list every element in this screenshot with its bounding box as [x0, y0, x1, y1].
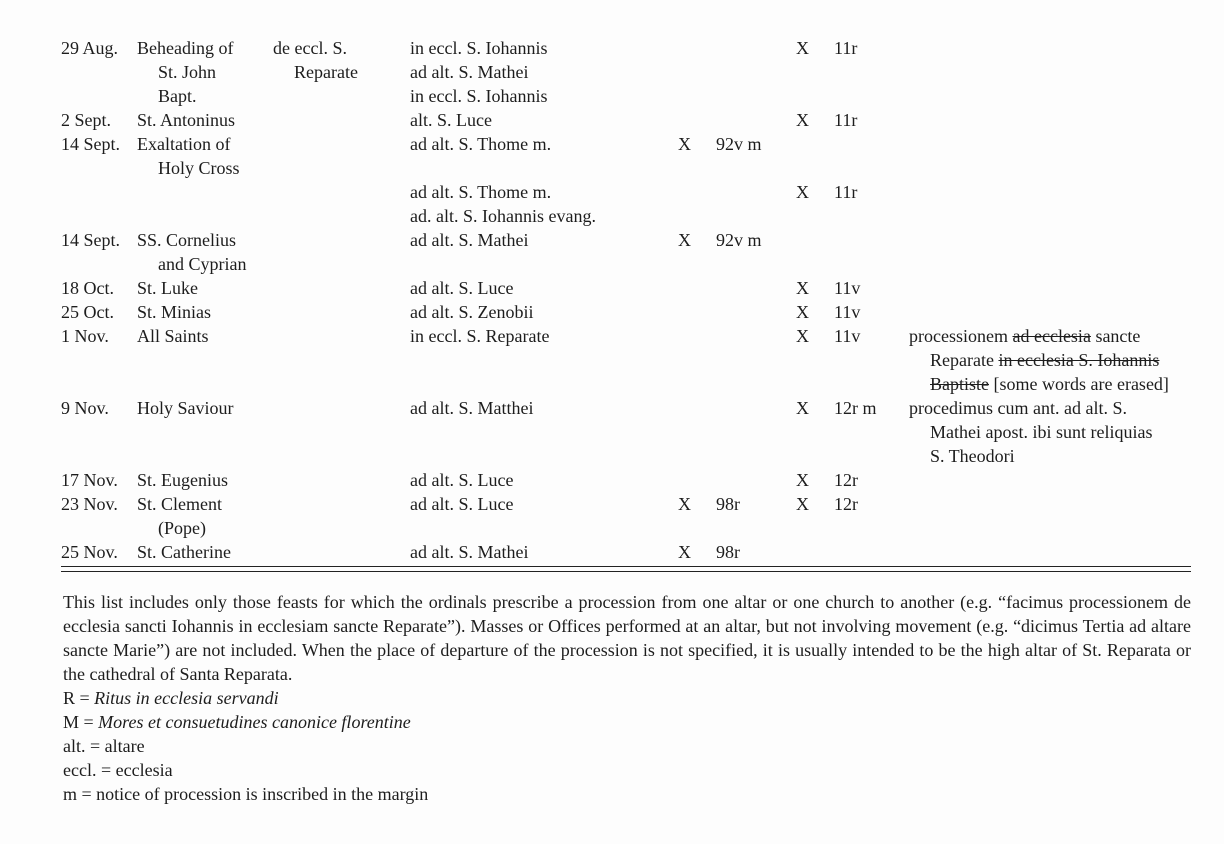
mores-folio — [834, 540, 909, 564]
destination-place — [410, 324, 678, 396]
mores-mark — [796, 132, 834, 180]
feast-name — [137, 468, 273, 492]
table-body — [61, 36, 1171, 564]
mores-folio: 11v — [834, 278, 861, 298]
note-text: Mathei apost. ibi sunt reliquias — [930, 422, 1153, 442]
table-row — [61, 228, 1171, 276]
table-row — [61, 108, 1171, 132]
legend-entry — [63, 686, 1191, 710]
mores-folio: 11v — [834, 326, 861, 346]
procession-note — [909, 36, 1171, 108]
destination-place-line: ad. alt. S. Iohannis evang. — [410, 206, 596, 226]
ritus-mark — [678, 276, 716, 300]
destination-place-line: ad alt. S. Mathei — [410, 542, 529, 562]
feast-date: 14 Sept. — [61, 134, 121, 154]
feast-name-line: SS. Cornelius — [137, 230, 237, 250]
legend-key: eccl. — [63, 760, 97, 780]
destination-place — [410, 276, 678, 300]
feast-name — [137, 540, 273, 564]
feast-name — [137, 132, 273, 180]
procession-note — [909, 276, 1171, 300]
departure-place — [273, 540, 410, 564]
procession-note — [909, 540, 1171, 564]
feast-name-line: St. Eugenius — [137, 470, 229, 490]
destination-place — [410, 108, 678, 132]
procession-table — [61, 36, 1171, 564]
departure-place — [273, 36, 410, 108]
feast-name — [137, 492, 273, 540]
ritus-mark: X — [678, 494, 691, 514]
departure-place-line: Reparate — [294, 62, 358, 82]
table-row — [61, 468, 1171, 492]
departure-place — [273, 228, 410, 276]
mores-mark: X — [796, 278, 809, 298]
destination-place — [410, 396, 678, 468]
legend-entry — [63, 734, 1191, 758]
legend-separator: = — [79, 712, 99, 732]
destination-place-line: ad alt. S. Luce — [410, 278, 514, 298]
destination-place-line: alt. S. Luce — [410, 110, 492, 130]
feast-date: 9 Nov. — [61, 398, 109, 418]
departure-place — [273, 396, 410, 468]
ritus-folio — [716, 108, 796, 132]
destination-place — [410, 468, 678, 492]
feast-name-line: All Saints — [137, 326, 209, 346]
note-text: [some words are erased] — [989, 374, 1169, 394]
ritus-folio — [716, 300, 796, 324]
feast-name — [137, 228, 273, 276]
ritus-mark: X — [678, 134, 691, 154]
table-row — [61, 540, 1171, 564]
mores-mark: X — [796, 182, 809, 202]
departure-place — [273, 468, 410, 492]
destination-place-line: in eccl. S. Iohannis — [410, 86, 548, 106]
feast-name-line: St. Luke — [137, 278, 198, 298]
ritus-mark — [678, 300, 716, 324]
mores-mark: X — [796, 326, 809, 346]
footnote-paragraph: This list includes only those feasts for which the ordinals prescribe a procession from one altar or one church to another (e.g. “facimus processionem de ecclesia sancti Iohannis in ecclesiam sancte Reparate”). Masses or Offices performed at an altar, but not involving movement (e.g. “dicimus Tertia ad altare sancte Marie”) are not included. When the place of departure of the procession is not specified, it is usually intended to be the high altar of St. Reparata or the cathedral of Santa Reparata. — [63, 592, 1191, 684]
departure-place — [273, 492, 410, 540]
feast-date: 17 Nov. — [61, 470, 118, 490]
feast-date: 2 Sept. — [61, 110, 112, 130]
feast-name-line: Holy Saviour — [137, 398, 234, 418]
ritus-mark — [678, 396, 716, 468]
destination-place-line: ad alt. S. Zenobii — [410, 302, 534, 322]
ritus-mark: X — [678, 542, 691, 562]
ritus-mark — [678, 468, 716, 492]
procession-note — [909, 492, 1171, 540]
legend-entry — [63, 758, 1191, 782]
mores-mark — [796, 228, 834, 276]
procession-note — [909, 324, 1171, 396]
legend-value: ecclesia — [115, 760, 173, 780]
feast-date: 25 Oct. — [61, 302, 114, 322]
table-row — [61, 324, 1171, 396]
note-text: processionem — [909, 326, 1013, 346]
ritus-folio: 92v m — [716, 230, 762, 250]
ritus-folio — [716, 396, 796, 468]
struck-text: in ecclesia S. Iohannis — [998, 350, 1160, 370]
departure-place — [273, 180, 410, 228]
destination-place — [410, 492, 678, 540]
legend-value: Mores et consuetudines canonice florentine — [98, 712, 411, 732]
destination-place — [410, 228, 678, 276]
legend-entry — [63, 782, 1191, 806]
table-row — [61, 492, 1171, 540]
destination-place — [410, 540, 678, 564]
feast-name — [137, 300, 273, 324]
feast-name-line: St. Minias — [137, 302, 212, 322]
departure-place — [273, 108, 410, 132]
ritus-mark — [678, 36, 716, 108]
destination-place-line: ad alt. S. Thome m. — [410, 134, 552, 154]
mores-folio: 12r m — [834, 398, 877, 418]
feast-name-line: Bapt. — [158, 86, 197, 106]
ritus-folio — [716, 180, 796, 228]
procession-note — [909, 228, 1171, 276]
procession-note — [909, 108, 1171, 132]
feast-date: 29 Aug. — [61, 38, 119, 58]
feast-date: 14 Sept. — [61, 230, 121, 250]
struck-text: ad ecclesia — [1012, 326, 1091, 346]
feast-name — [137, 276, 273, 300]
table-row — [61, 36, 1171, 108]
footnote — [63, 590, 1191, 806]
destination-place-line: ad alt. S. Luce — [410, 494, 514, 514]
ritus-folio: 98r — [716, 494, 740, 514]
mores-mark: X — [796, 398, 809, 418]
feast-date: 1 Nov. — [61, 326, 109, 346]
mores-mark — [796, 540, 834, 564]
ritus-mark — [678, 180, 716, 228]
note-text: Reparate — [930, 350, 999, 370]
destination-place-line: ad alt. S. Matthei — [410, 398, 534, 418]
struck-text: Baptiste — [930, 374, 989, 394]
divider-rule — [61, 571, 1191, 572]
destination-place-line: ad alt. S. Luce — [410, 470, 514, 490]
ritus-mark: X — [678, 230, 691, 250]
mores-folio: 11r — [834, 182, 858, 202]
note-line — [909, 444, 1171, 468]
note-text: S. Theodori — [930, 446, 1015, 466]
feast-name-line: St. Antoninus — [137, 110, 236, 130]
feast-name-line: Beheading of — [137, 38, 234, 58]
procession-note — [909, 396, 1171, 468]
procession-note — [909, 180, 1171, 228]
note-line — [909, 324, 1171, 348]
mores-mark: X — [796, 470, 809, 490]
table-row — [61, 180, 1171, 228]
legend-value: Ritus in ecclesia servandi — [94, 688, 279, 708]
destination-place — [410, 300, 678, 324]
legend-entry — [63, 710, 1191, 734]
destination-place-line: ad alt. S. Thome m. — [410, 182, 552, 202]
feast-date: 18 Oct. — [61, 278, 114, 298]
feast-name — [137, 324, 273, 396]
procession-note — [909, 132, 1171, 180]
feast-date: 25 Nov. — [61, 542, 118, 562]
legend-key: alt. — [63, 736, 86, 756]
ritus-mark — [678, 324, 716, 396]
mores-mark: X — [796, 302, 809, 322]
table-row — [61, 276, 1171, 300]
feast-name-line: and Cyprian — [158, 254, 247, 274]
note-text: procedimus cum ant. ad alt. S. — [909, 398, 1127, 418]
table-row — [61, 300, 1171, 324]
feast-date: 23 Nov. — [61, 494, 118, 514]
note-text: sancte — [1090, 326, 1141, 346]
mores-folio — [834, 228, 909, 276]
legend-key: M — [63, 712, 80, 732]
ritus-folio — [716, 276, 796, 300]
destination-place-line: in eccl. S. Iohannis — [410, 38, 548, 58]
departure-place — [273, 324, 410, 396]
divider-rule — [61, 566, 1191, 567]
feast-name — [137, 180, 273, 228]
feast-name — [137, 108, 273, 132]
procession-note — [909, 468, 1171, 492]
destination-place — [410, 36, 678, 108]
ritus-folio — [716, 36, 796, 108]
departure-place — [273, 276, 410, 300]
mores-folio: 11r — [834, 38, 858, 58]
legend-key: m — [63, 784, 78, 804]
destination-place — [410, 180, 678, 228]
table-row — [61, 132, 1171, 180]
legend-separator: = — [75, 688, 95, 708]
feast-name-line: St. Catherine — [137, 542, 231, 562]
ritus-folio — [716, 324, 796, 396]
ritus-folio: 92v m — [716, 134, 762, 154]
feast-name-line: Holy Cross — [158, 158, 240, 178]
note-line — [909, 420, 1171, 444]
note-line — [909, 348, 1171, 372]
ritus-mark — [678, 108, 716, 132]
feast-name — [137, 36, 273, 108]
mores-mark: X — [796, 110, 809, 130]
mores-folio: 11r — [834, 110, 858, 130]
mores-mark: X — [796, 494, 809, 514]
legend-key: R — [63, 688, 76, 708]
ritus-folio: 98r — [716, 542, 740, 562]
mores-folio — [834, 132, 909, 180]
destination-place-line: ad alt. S. Mathei — [410, 230, 529, 250]
abbreviation-legend — [63, 686, 1191, 806]
destination-place-line: in eccl. S. Reparate — [410, 326, 550, 346]
feast-name-line: (Pope) — [158, 518, 206, 538]
departure-place-line: de eccl. S. — [273, 38, 347, 58]
mores-folio: 12r — [834, 494, 858, 514]
legend-separator: = — [77, 784, 97, 804]
destination-place — [410, 132, 678, 180]
destination-place-line: ad alt. S. Mathei — [410, 62, 529, 82]
departure-place — [273, 300, 410, 324]
mores-mark: X — [796, 38, 809, 58]
legend-separator: = — [85, 736, 105, 756]
feast-name-line: St. John — [158, 62, 217, 82]
note-line — [909, 372, 1171, 396]
feast-date — [61, 180, 137, 228]
ritus-folio — [716, 468, 796, 492]
procession-note — [909, 300, 1171, 324]
mores-folio: 12r — [834, 470, 858, 490]
note-line — [909, 396, 1171, 420]
table-row — [61, 396, 1171, 468]
feast-name-line: St. Clement — [137, 494, 222, 514]
departure-place — [273, 132, 410, 180]
feast-name — [137, 396, 273, 468]
feast-name-line: Exaltation of — [137, 134, 231, 154]
legend-separator: = — [96, 760, 116, 780]
mores-folio: 11v — [834, 302, 861, 322]
legend-value: notice of procession is inscribed in the margin — [96, 784, 429, 804]
legend-value: altare — [104, 736, 145, 756]
